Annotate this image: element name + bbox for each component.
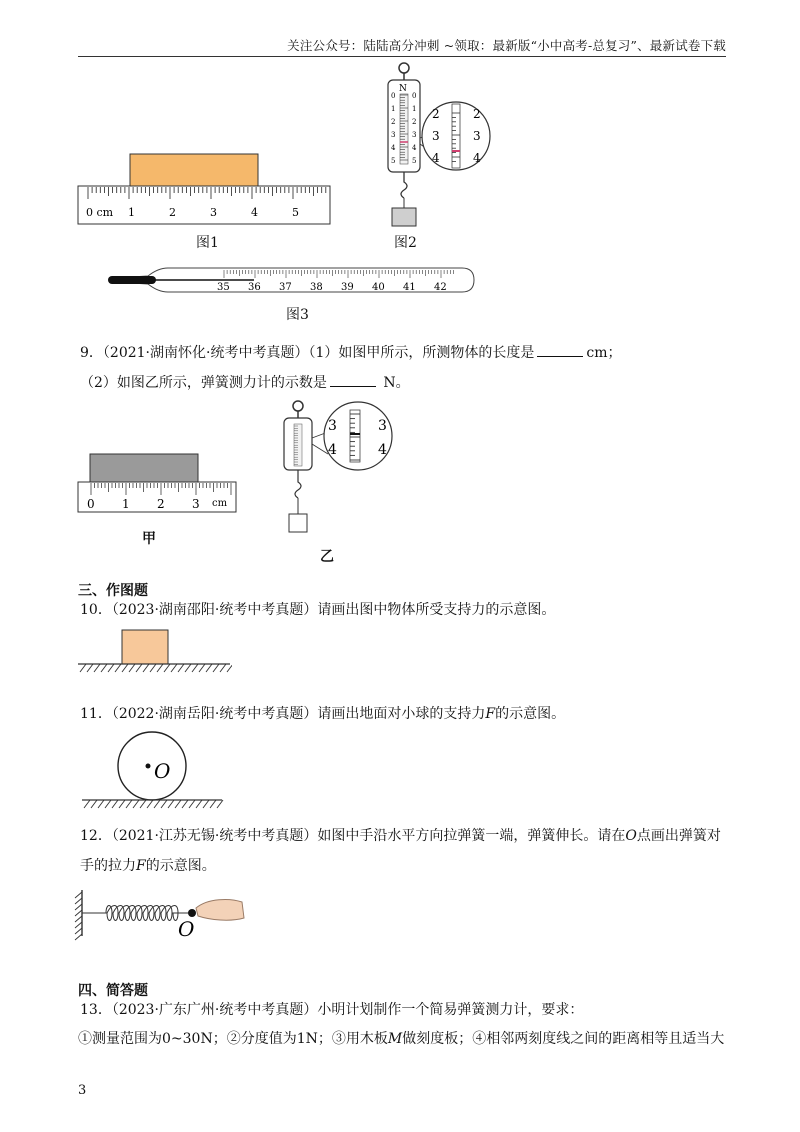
q10-figure [76,624,232,674]
q12-wall-hatch [75,898,82,904]
q11-point-label: O [154,759,171,783]
q9-figure-yi-caption: 乙 [320,549,334,565]
mag2-left-3: 3 [328,418,337,434]
q10-box-object [122,630,168,664]
q13-line-1 [80,1000,583,1020]
header-rule [78,56,726,57]
figure-1-caption: 图1 [196,235,219,251]
thermo-label-36: 36 [248,282,261,293]
page-header: 关注公众号：陆陆高分冲刺 ~领取：最新版“小中高考-总复习”、最新试卷下载 [287,38,726,53]
q12-text-1-before: 如图中手沿水平方向拉弹簧一端，弹簧伸长。请在 [317,828,626,844]
q10-ground-hatch [101,664,107,672]
ruler1-label-1: 1 [128,206,135,219]
scale-unit-label: N [399,84,407,94]
q11-source: （2022·湖南岳阳·统考中考真题） [111,706,318,722]
mag1-right-4: 4 [473,151,481,165]
thermo-label-41: 41 [403,282,416,293]
q12-wall-hatch [75,934,82,940]
q12-spring-coil [82,906,188,921]
scale2-left-3: 3 [391,131,396,139]
q11-ground-hatch [154,800,160,808]
scale2-left-4: 4 [391,144,396,152]
q10-ground-hatch [185,664,191,672]
figure-3-caption: 图3 [286,307,309,323]
ruler1-label-2: 2 [169,206,176,219]
q10-ground-hatch [157,664,163,672]
q12-wall-hatch [75,892,82,898]
q11-ground-hatch [182,800,188,808]
q10-ground-hatch [192,664,198,672]
scale2-weight [392,208,416,226]
q11-ground-hatch [175,800,181,808]
q11-ground-hatch [126,800,132,808]
q10-ground-hatch [178,664,184,672]
q12-wall-hatch [75,910,82,916]
q10-ground-hatch [199,664,205,672]
thermo-label-37: 37 [279,282,292,293]
q10-line [80,600,555,620]
q11-ground-hatch [168,800,174,808]
q12-symbol-o: O [625,828,637,844]
figure-2-caption: 图2 [394,235,417,251]
q9-line-1 [80,342,621,363]
q10-ground-hatch [115,664,121,672]
q11-ground-hatch [140,800,146,808]
q12-wall-hatch [75,904,82,910]
mag1-left-4: 4 [432,151,440,165]
q11-center-point [146,764,151,769]
q11-ground-hatch [98,800,104,808]
q12-text-2-before: 手的拉力 [80,858,136,874]
scale2-right-1: 1 [412,105,417,113]
q11-ground-hatch [189,800,195,808]
scale2-hook [401,172,407,198]
thermo-label-35: 35 [217,282,230,293]
q10-source: （2023·湖南邵阳·统考中考真题） [111,602,318,618]
ruler1-label-0: 0 cm [86,206,114,219]
mag1-right-2: 2 [473,107,481,121]
q11-figure [78,730,226,812]
mag2-right-3: 3 [378,418,387,434]
q11-symbol-f: F [485,706,496,722]
thermo-label-38: 38 [310,282,323,293]
q12-line-1 [80,826,721,846]
thermometer-bulb [108,276,156,284]
q11-number: 11． [80,706,112,722]
q9-answer-blank-2 [330,372,376,387]
q10-ground-hatch [150,664,156,672]
q9-part2-unit: N。 [378,375,410,391]
q10-ground-hatch [87,664,93,672]
thermo-label-39: 39 [341,282,354,293]
q12-wall-hatch [75,922,82,928]
q12-wall-hatch [75,928,82,934]
q9-line-2 [80,372,410,393]
q10-ground-hatch [227,664,232,672]
q9-answer-blank-1 [537,342,583,357]
mag2-right-4: 4 [378,442,387,458]
q13-line-2 [78,1029,724,1049]
scale2-right-5: 5 [412,157,417,165]
q9-number: 9． [80,345,103,361]
figure-2-spring-scale [372,58,494,232]
ruler-jia-unit: cm [212,498,228,509]
q9-part1-unit: cm； [586,345,622,361]
q11-ground-hatch [147,800,153,808]
ruler1-label-3: 3 [210,206,217,219]
q10-ground-hatch [94,664,100,672]
thermo-label-42: 42 [434,282,447,293]
scale2-right-3: 3 [412,131,417,139]
q9-scale-weight [289,514,307,532]
orange-block [130,154,258,186]
q11-ground-hatch [161,800,167,808]
q10-ground-hatch [108,664,114,672]
q9-figure-jia-caption: 甲 [142,531,156,547]
q11-ground-hatch [84,800,90,808]
ruler1-label-5: 5 [292,206,299,219]
scale2-left-5: 5 [391,157,396,165]
q13-source: （2023·广东广州·统考中考真题） [111,1002,318,1018]
q10-text: 请画出图中物体所受支持力的示意图。 [317,602,556,618]
q13-text-2-after: 做刻度板；④相邻两刻度线之间的距离相等且适当大 [402,1031,725,1047]
q10-ground-hatch [80,664,86,672]
figure-1-ruler [74,150,336,230]
q10-ground-hatch [129,664,135,672]
q10-ground-hatch [220,664,226,672]
q13-symbol-m: M [387,1031,403,1047]
mag2-left-4: 4 [328,442,337,458]
q10-ground-hatch [143,664,149,672]
q12-point-o [188,909,196,917]
q10-ground-hatch [164,664,170,672]
ruler-jia-label-1: 1 [122,497,130,511]
q11-ground-hatch [196,800,202,808]
q12-figure [70,886,248,942]
q13-number: 13． [80,1002,112,1018]
page-number: 3 [78,1083,87,1098]
scale2-left-1: 1 [391,105,396,113]
q11-ground-hatch [105,800,111,808]
scale2-right-2: 2 [412,118,417,126]
mag1-left-2: 2 [432,107,440,121]
q11-ground-hatch [203,800,209,808]
q10-number: 10． [80,602,112,618]
q12-source: （2021·江苏无锡·统考中考真题） [111,828,318,844]
q10-ground-hatch [136,664,142,672]
gray-block [90,454,198,482]
q11-ball [118,732,186,800]
ruler-jia-label-3: 3 [192,497,200,511]
q9-figure-jia-ruler [74,450,240,516]
ruler-jia-label-2: 2 [157,497,165,511]
q9-scale-hook [295,470,301,498]
ruler1-label-4: 4 [251,206,258,219]
section-4-title: 四、简答题 [78,983,148,999]
q12-hand [196,900,244,921]
q11-line [80,704,565,724]
q10-ground-hatch [171,664,177,672]
q11-ground-hatch [133,800,139,808]
q10-ground-hatch [122,664,128,672]
q13-text: 小明计划制作一个简易弹簧测力计，要求： [317,1002,584,1018]
q12-wall-hatch [75,916,82,922]
q12-line-2 [80,856,216,876]
q12-text-1-after: 点画出弹簧对 [636,828,721,844]
q12-point-label: O [178,917,195,941]
figure-3-thermometer [104,262,478,300]
q13-text-2-before: ①测量范围为0~30N；②分度值为1N；③用木板 [78,1031,388,1047]
ruler-jia-label-0: 0 [87,497,95,511]
scale2-right-0: 0 [412,92,417,100]
q9-part2: （2）如图乙所示，弹簧测力计的示数是 [80,375,327,391]
q11-ground-hatch [91,800,97,808]
q11-ground-hatch [217,800,223,808]
q12-text-2-after: 的示意图。 [145,858,216,874]
q11-ground-hatch [112,800,118,808]
q11-ground-hatch [210,800,216,808]
scale2-left-2: 2 [391,118,396,126]
q12-symbol-f: F [136,858,146,874]
scale2-right-4: 4 [412,144,417,152]
section-3-title: 三、作图题 [78,583,148,599]
q11-text-after: 的示意图。 [495,706,566,722]
scale2-left-0: 0 [391,92,396,100]
mag1-left-3: 3 [432,129,440,143]
q9-figure-yi-spring-scale [272,396,400,536]
q10-ground-hatch [213,664,219,672]
q10-ground-hatch [206,664,212,672]
thermo-label-40: 40 [372,282,385,293]
q12-number: 12． [80,828,112,844]
q11-text-before: 请画出地面对小球的支持力 [317,706,486,722]
q9-part1: （1）如图甲所示，所测物体的长度是 [308,345,535,361]
q9-source: （2021·湖南怀化·统考中考真题） [102,345,309,361]
q11-ground-hatch [119,800,125,808]
mag1-right-3: 3 [473,129,481,143]
